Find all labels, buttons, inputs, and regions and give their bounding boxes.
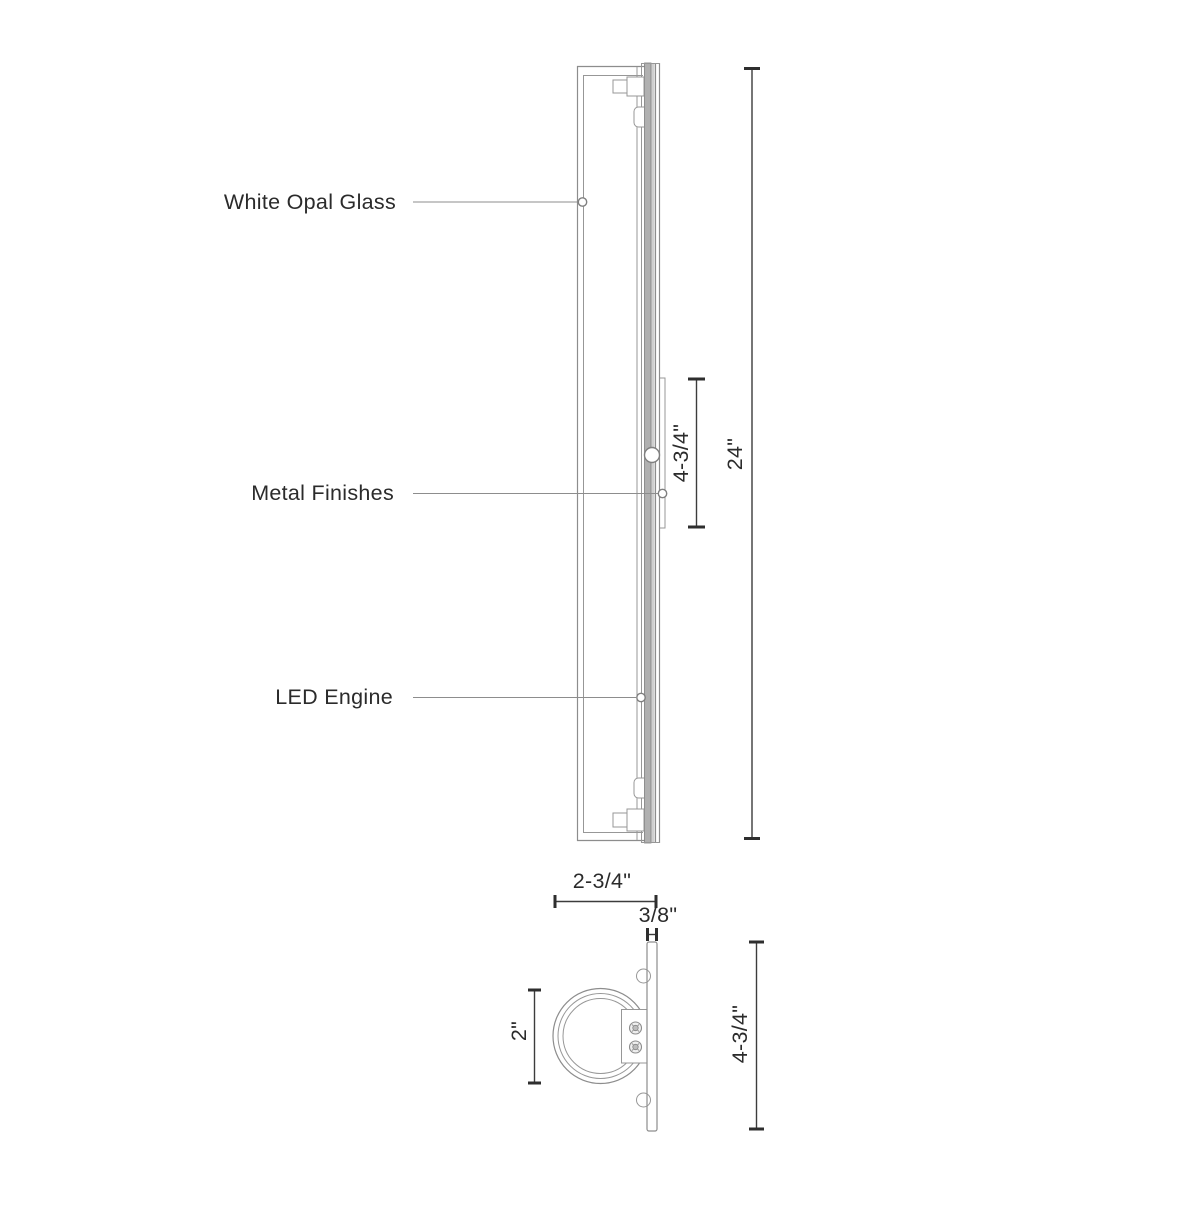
mounting-arm — [621, 1010, 648, 1064]
back-plate — [647, 942, 657, 1131]
dim-overall-height-text: 24" — [723, 437, 747, 471]
dim-glass-diameter-text: 2" — [507, 1020, 531, 1042]
screw-top — [630, 1022, 642, 1034]
label-metal-finishes: Metal Finishes — [251, 481, 394, 505]
label-white-opal-glass: White Opal Glass — [223, 190, 396, 214]
mounting-plate-side — [660, 378, 666, 528]
callouts — [224, 190, 667, 709]
dim-width-text: 2-3/4" — [572, 869, 632, 893]
dimension-overall-depth — [728, 942, 764, 1129]
end-hardware-bottom — [613, 778, 644, 831]
dimension-plate-thickness — [639, 903, 678, 941]
dim-overall-depth-text: 4-3/4" — [728, 1004, 752, 1064]
leader-dot — [578, 198, 586, 206]
dimension-glass-diameter — [507, 990, 541, 1083]
end-view — [553, 942, 657, 1131]
callout-led-engine — [275, 685, 645, 709]
mounting-knob — [645, 448, 660, 463]
dim-plate-thickness-text: 3/8" — [638, 903, 678, 927]
dimension-plate-height — [669, 379, 705, 527]
end-hardware-top — [613, 77, 644, 127]
callout-metal-finishes — [251, 481, 667, 505]
dim-plate-height-text: 4-3/4" — [669, 423, 693, 483]
retainer-clip-top — [634, 107, 644, 127]
screw-bottom — [630, 1041, 642, 1053]
leader-dot — [637, 693, 645, 701]
leader-dot — [658, 489, 666, 497]
retainer-clip-bottom — [634, 778, 644, 798]
dimension-overall-height — [723, 69, 760, 839]
label-led-engine: LED Engine — [275, 685, 393, 709]
callout-white-opal-glass — [224, 190, 587, 214]
side-view — [577, 63, 665, 843]
